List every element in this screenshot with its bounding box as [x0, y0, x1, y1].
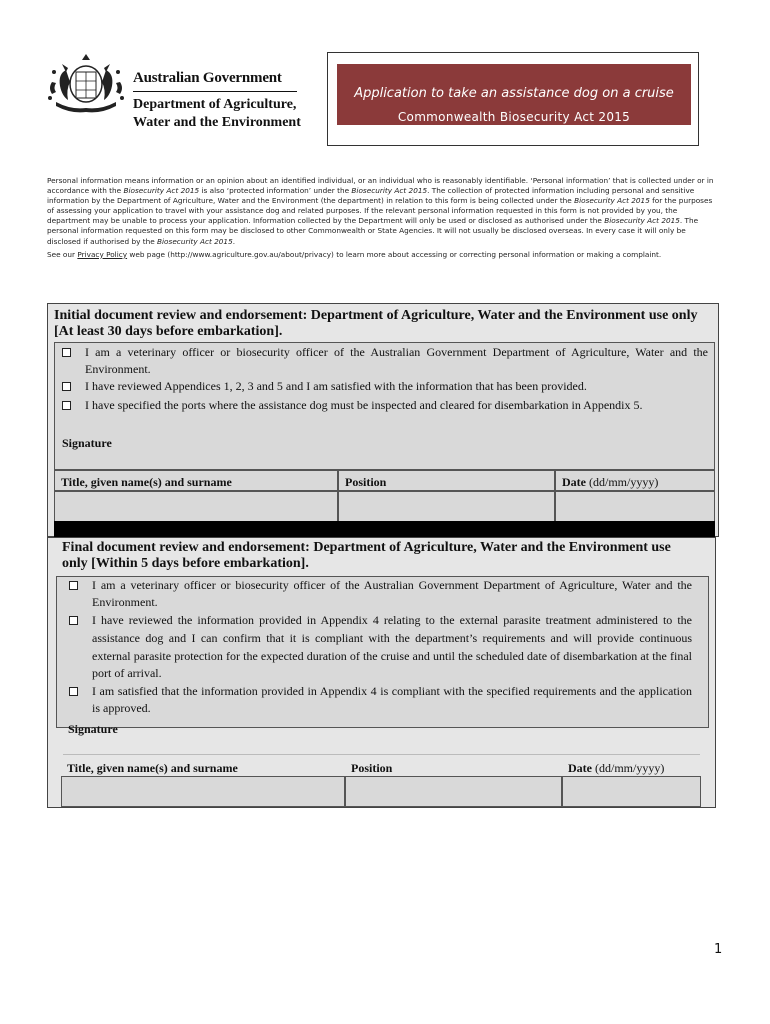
- name-column-header: Title, given name(s) and surname: [54, 470, 338, 491]
- declaration-item: I have reviewed Appendices 1, 2, 3 and 5 and I am satisfied with the information that has been provided.: [62, 378, 708, 395]
- declaration-checkbox[interactable]: [69, 687, 78, 696]
- signatory-input-row: [61, 776, 701, 807]
- government-title: Australian Government: [133, 70, 282, 86]
- position-column-header: Position: [338, 470, 555, 491]
- header-divider: [133, 91, 297, 92]
- signatory-input-row: [54, 491, 715, 522]
- privacy-notice: [47, 176, 719, 260]
- position-field[interactable]: [345, 776, 562, 807]
- name-column-header: Title, given name(s) and surname: [67, 761, 238, 775]
- position-field[interactable]: [338, 491, 555, 522]
- signature-line: [63, 754, 700, 755]
- name-field[interactable]: [61, 776, 345, 807]
- declaration-checkbox[interactable]: [62, 382, 71, 391]
- signature-label: Signature: [68, 722, 118, 736]
- declaration-item: I am a veterinary officer or biosecurity officer of the Australian Government Department of Agriculture, Water and the Environment.: [62, 344, 708, 378]
- declaration-checkbox[interactable]: [62, 348, 71, 357]
- privacy-policy-paragraph: See our Privacy Policy web page (http://www.agriculture.gov.au/about/privacy) to learn more about accessing or correcting personal information or making a complaint.: [47, 249, 662, 259]
- declaration-item: I have reviewed the information provided in Appendix 4 relating to the external parasite treatment administered to the assistance dog and I can confirm that it is compliant with the department’s requirements and will provide continuous external parasite protection for the expected duration of the cruise and until the scheduled date of disembarkation at the final port of arrival.: [69, 612, 692, 683]
- signature-label: Signature: [62, 436, 112, 450]
- final-review-declarations: [56, 576, 709, 728]
- declaration-checkbox[interactable]: [69, 581, 78, 590]
- privacy-paragraph: Personal information means information or an opinion about an identified individual, or an individual who is reasonably identifiable. ‘Personal information’ that is collected under or in accordance with the Biosecurity Act 2015 is also ‘protected information’ under the Biosecurity Act 2015. The collection of protected information including personal and sensitive information by the Department of Agriculture, Water and the Environment (the department) in relation to this form is being collected under the Biosecurity Act 2015 for the purposes of assessing your application to travel with your assistance dog and related purposes. If the relevant personal information requested in this form is not provided by you, the department may be unable to process your application. Information collected by the Department will only be used or disclosed as authorised under the Biosecurity Act 2015. The personal information requested on this form may be disclosed to other Commonwealth or State Agencies. It will not usually be disclosed overseas. In every case it will only be disclosed if authorised by the Biosecurity Act 2015.: [47, 176, 714, 246]
- initial-review-declarations: [54, 342, 715, 470]
- form-title: Application to take an assistance dog on a cruise: [354, 86, 674, 101]
- page-number: 1: [714, 942, 723, 957]
- declaration-item: I am a veterinary officer or biosecurity officer of the Australian Government Department of Agriculture, Water and the Environment.: [69, 577, 692, 611]
- initial-review-heading: Initial document review and endorsement: Department of Agriculture, Water and the Environment use only [At least 30 days before embarkation].: [54, 308, 698, 339]
- section-divider-bar: [54, 521, 715, 537]
- signatory-header-row: [54, 470, 715, 491]
- position-column-header: Position: [351, 761, 393, 775]
- date-column-header: Date (dd/mm/yyyy): [555, 470, 715, 491]
- form-title-banner: [337, 64, 691, 125]
- final-review-heading: Final document review and endorsement: Department of Agriculture, Water and the Environment use only [Within 5 days before embarkation].: [62, 540, 671, 571]
- declaration-checkbox[interactable]: [69, 616, 78, 625]
- form-subtitle: Commonwealth Biosecurity Act 2015: [397, 110, 631, 124]
- signatory-header-row: [61, 757, 701, 776]
- department-name-line1: Department of Agriculture,: [133, 97, 297, 112]
- coat-of-arms-icon: [46, 52, 126, 118]
- privacy-policy-link[interactable]: Privacy Policy: [77, 249, 128, 259]
- declaration-item: I have specified the ports where the assistance dog must be inspected and cleared for disembarkation in Appendix 5.: [62, 397, 708, 414]
- name-field[interactable]: [54, 491, 338, 522]
- declaration-item: I am satisfied that the information provided in Appendix 4 is compliant with the specified requirements and the application is approved.: [69, 683, 692, 717]
- date-field[interactable]: [555, 491, 715, 522]
- date-field[interactable]: [562, 776, 701, 807]
- date-column-header: Date (dd/mm/yyyy): [568, 761, 665, 775]
- declaration-checkbox[interactable]: [62, 401, 71, 410]
- department-name-line2: Water and the Environment: [133, 115, 301, 130]
